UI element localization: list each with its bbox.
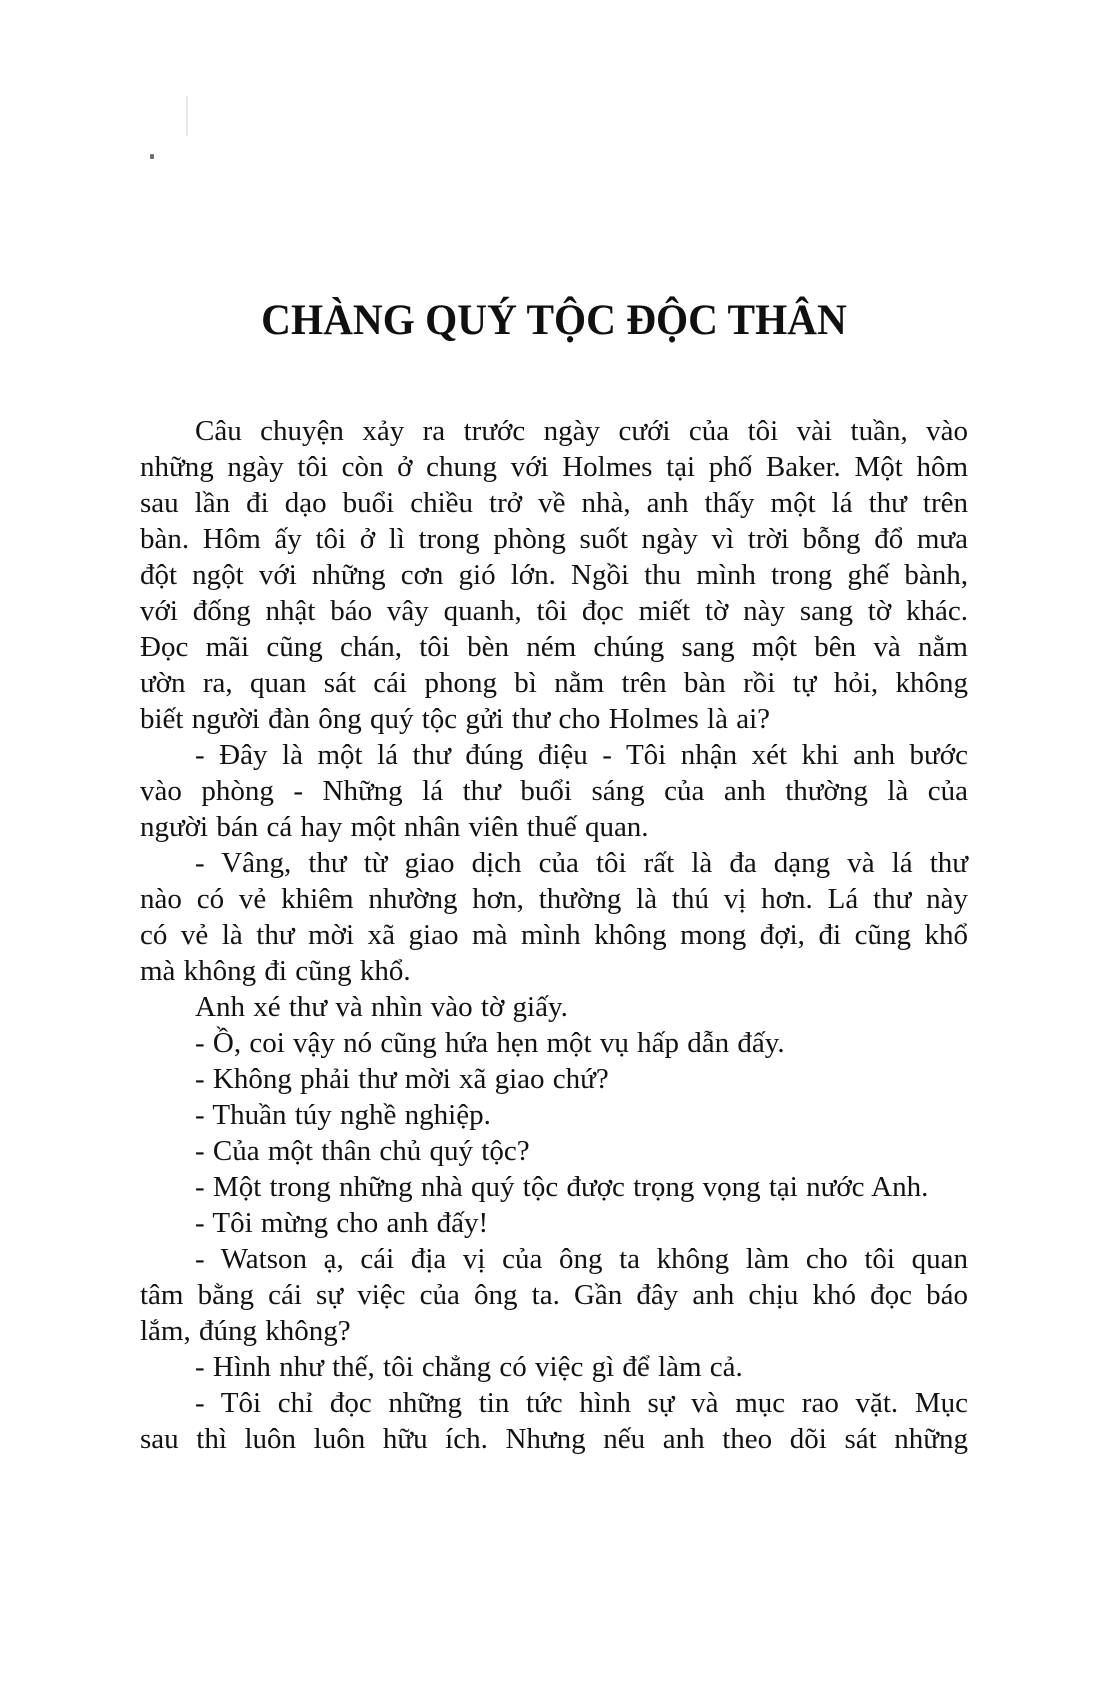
text-line: biết người đàn ông quý tộc gửi thư cho Holmes là ai? <box>140 703 771 735</box>
text-line: bàn. Hôm ấy tôi ở lì trong phòng suốt ngày vì trời bỗng đổ mưa <box>140 523 968 555</box>
text-line: - Đây là một lá thư đúng điệu - Tôi nhận xét khi anh bước <box>195 739 968 771</box>
text-line: vào phòng - Những lá thư buổi sáng của anh thường là của <box>140 775 968 807</box>
body-text <box>140 413 968 1457</box>
text-line: mà không đi cũng khổ. <box>140 955 411 987</box>
paragraph <box>140 1241 968 1349</box>
paragraph <box>140 989 968 1025</box>
text-line: người bán cá hay một nhân viên thuế quan. <box>140 811 649 843</box>
text-line: nào có vẻ khiêm nhường hơn, thường là thú vị hơn. Lá thư này <box>140 883 968 915</box>
scan-artifact-dot <box>150 154 154 159</box>
text-line: - Tôi mừng cho anh đấy! <box>195 1207 489 1239</box>
paragraph <box>140 1025 968 1061</box>
text-line: sau lần đi dạo buổi chiều trở về nhà, anh thấy một lá thư trên <box>140 487 968 519</box>
paragraph <box>140 1133 968 1169</box>
paragraph <box>140 1349 968 1385</box>
text-line: - Thuần túy nghề nghiệp. <box>195 1099 491 1131</box>
paragraph <box>140 413 968 737</box>
text-line: những ngày tôi còn ở chung với Holmes tại phố Baker. Một hôm <box>140 451 968 483</box>
text-line: - Một trong những nhà quý tộc được trọng vọng tại nước Anh. <box>195 1171 929 1203</box>
paragraph <box>140 1169 968 1205</box>
paragraph <box>140 1385 968 1457</box>
text-line: - Watson ạ, cái địa vị của ông ta không làm cho tôi quan <box>195 1243 968 1275</box>
text-line: sau thì luôn luôn hữu ích. Nhưng nếu anh theo dõi sát những <box>140 1423 968 1455</box>
text-line: Đọc mãi cũng chán, tôi bèn ném chúng sang một bên và nằm <box>140 631 968 663</box>
paragraph <box>140 1097 968 1133</box>
text-line: - Tôi chỉ đọc những tin tức hình sự và mục rao vặt. Mục <box>195 1387 968 1419</box>
text-line: lắm, đúng không? <box>140 1315 351 1347</box>
chapter-title: CHÀNG QUÝ TỘC ĐỘC THÂN <box>261 297 847 344</box>
text-line: - Ồ, coi vậy nó cũng hứa hẹn một vụ hấp dẫn đấy. <box>195 1027 785 1059</box>
paragraph <box>140 737 968 845</box>
text-line: có vẻ là thư mời xã giao mà mình không mong đợi, đi cũng khổ <box>140 919 968 951</box>
text-line: đột ngột với những cơn gió lớn. Ngồi thu mình trong ghế bành, <box>140 559 968 591</box>
text-line: với đống nhật báo vây quanh, tôi đọc miết tờ này sang tờ khác. <box>140 595 968 627</box>
text-line: Câu chuyện xảy ra trước ngày cưới của tôi vài tuần, vào <box>195 415 968 447</box>
text-line: - Không phải thư mời xã giao chứ? <box>195 1063 609 1095</box>
text-line: ườn ra, quan sát cái phong bì nằm trên bàn rồi tự hỏi, không <box>140 667 968 699</box>
text-line: Anh xé thư và nhìn vào tờ giấy. <box>195 991 568 1023</box>
paragraph <box>140 1205 968 1241</box>
scan-smudge <box>186 96 188 136</box>
text-line: - Hình như thế, tôi chẳng có việc gì để làm cả. <box>195 1351 743 1383</box>
paragraph <box>140 1061 968 1097</box>
paragraph <box>140 845 968 989</box>
text-line: - Vâng, thư từ giao dịch của tôi rất là đa dạng và lá thư <box>195 847 968 879</box>
text-line: tâm bằng cái sự việc của ông ta. Gần đây anh chịu khó đọc báo <box>140 1279 968 1311</box>
text-line: - Của một thân chủ quý tộc? <box>195 1135 530 1167</box>
